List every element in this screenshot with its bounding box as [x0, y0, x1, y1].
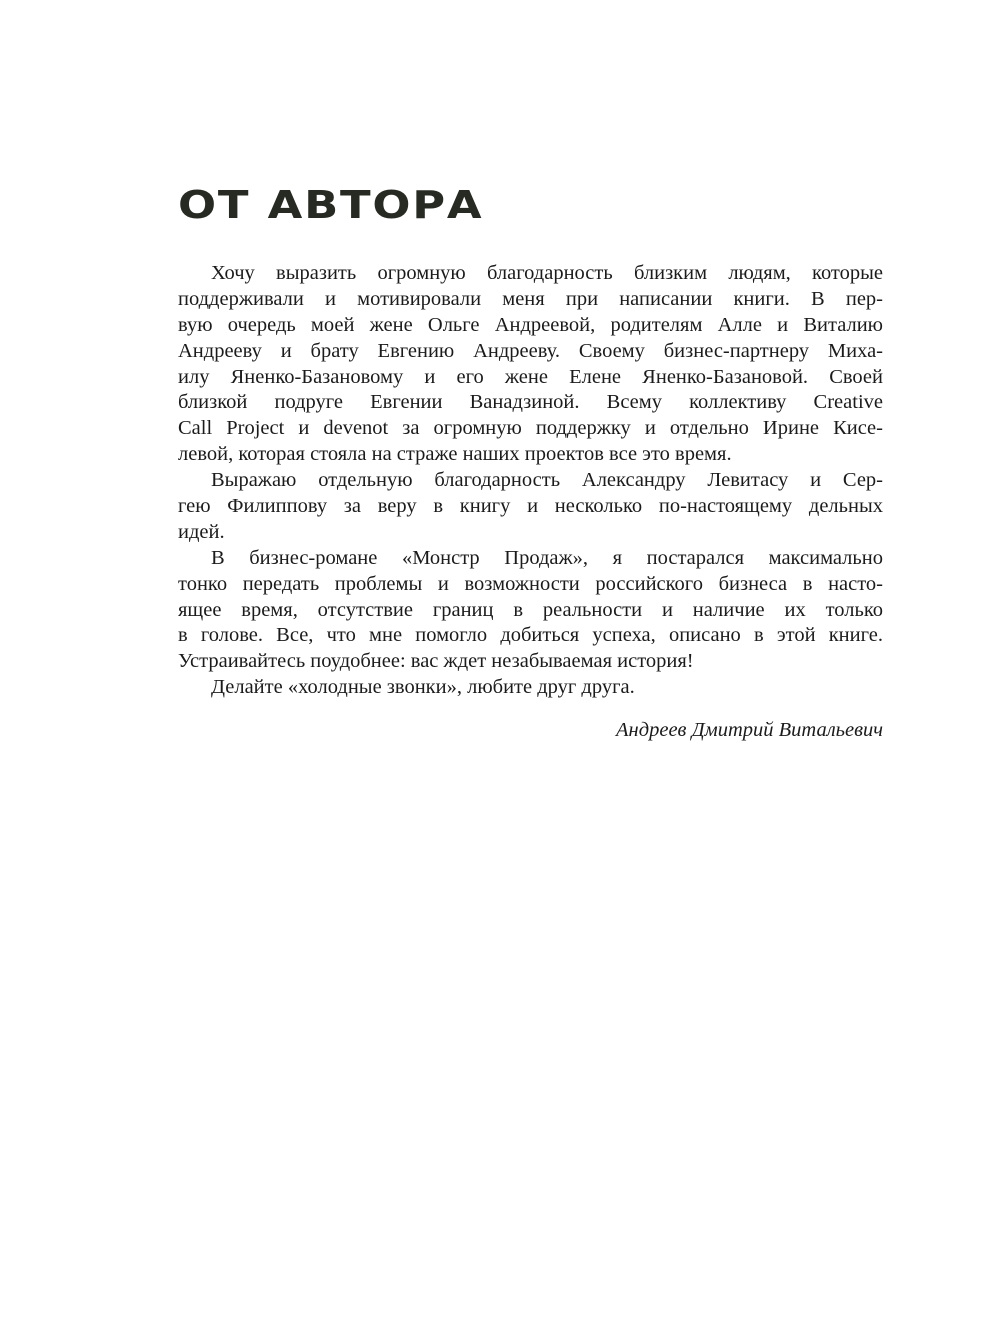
text-line: Хочу выразить огромную благодарность близким людям, которые [211, 262, 883, 284]
text-line: левой, которая стояла на страже наших проектов все это время. [178, 443, 732, 466]
text-line: тонко передать проблемы и возможности российского бизнеса в насто- [178, 572, 883, 595]
text-line: илу Яненко-Базановому и его жене Елене Яненко-Базановой. Своей [178, 365, 883, 388]
text-line: Устраивайтесь поудобнее: вас ждет незабываемая история! [178, 650, 694, 673]
text-line: поддерживали и мотивировали меня при написании книги. В пер- [178, 287, 883, 310]
paragraph [178, 546, 883, 675]
text-line: вую очередь моей жене Ольге Андреевой, родителям Алле и Виталию [178, 313, 883, 336]
text-line: Выражаю отдельную благодарность Александру Левитасу и Сер- [211, 469, 883, 492]
text-line: Делайте «холодные звонки», любите друг друга. [211, 676, 635, 699]
text-line: гею Филиппову за веру в книгу и несколько по-настоящему дельных [178, 495, 883, 518]
text-line: ящее время, отсутствие границ в реальности и наличие их только [178, 598, 883, 621]
text-line: В бизнес-романе «Монстр Продаж», я постарался максимально [211, 546, 883, 569]
text-line: Call Project и devenot за огромную поддержку и отдельно Ирине Кисе- [178, 417, 883, 440]
text-line: идей. [178, 520, 225, 543]
page-title: ОТ АВТОРА [178, 183, 484, 227]
author-signature: Андреев Дмитрий Витальевич [616, 719, 883, 741]
paragraph [178, 675, 883, 701]
paragraph [178, 261, 883, 468]
author-foreword-text [178, 261, 883, 701]
text-line: Андрееву и брату Евгению Андрееву. Своему бизнес-партнеру Миха- [178, 339, 883, 362]
text-line: близкой подруге Евгении Ванадзиной. Всему коллективу Creative [178, 391, 883, 414]
paragraph [178, 468, 883, 546]
text-line: в голове. Все, что мне помогло добиться успеха, описано в этой книге. [178, 624, 883, 647]
